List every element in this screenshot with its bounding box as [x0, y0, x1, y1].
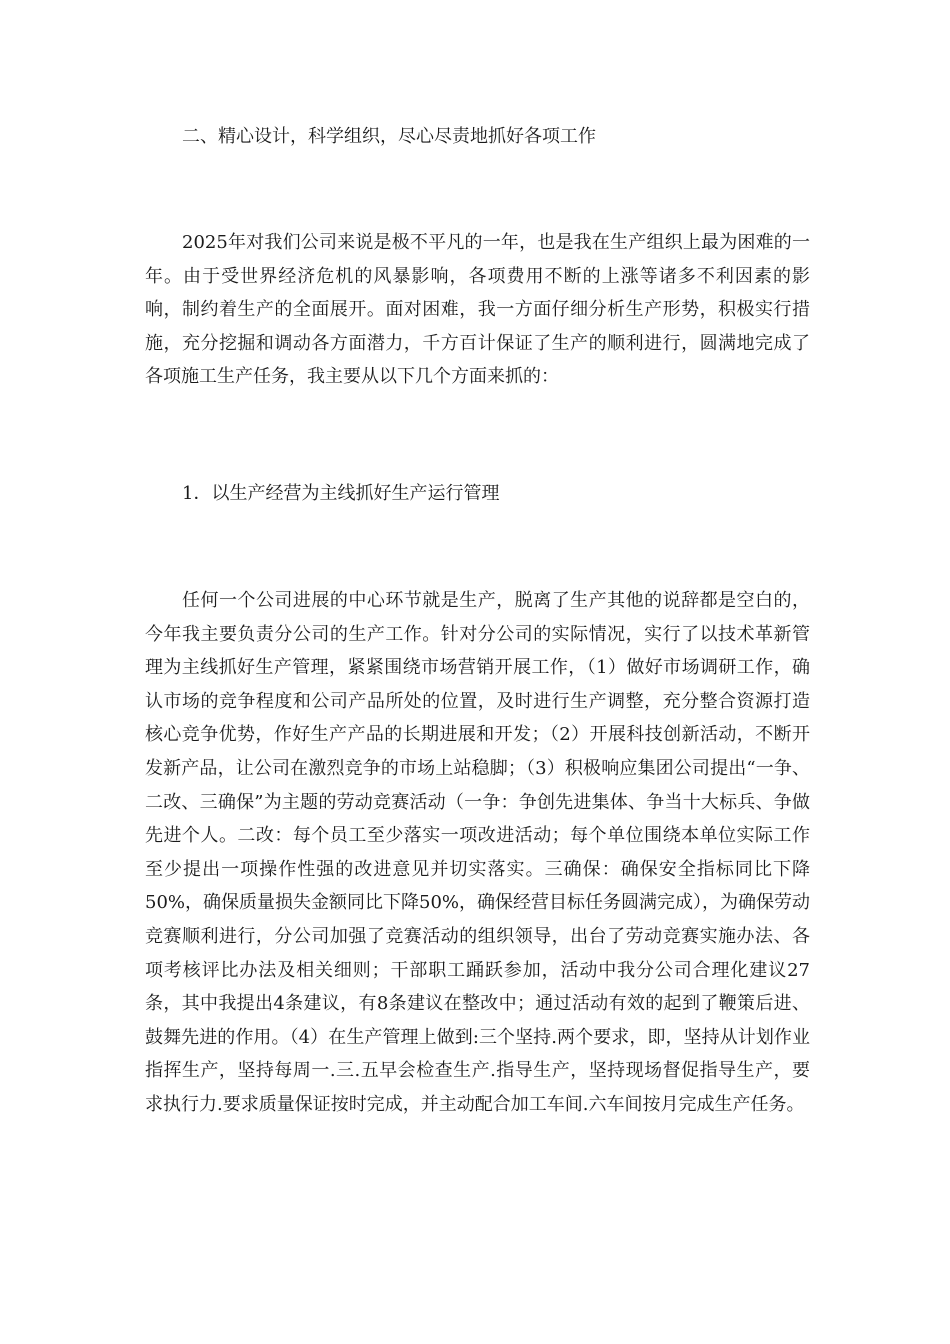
intro-paragraph: 2025年对我们公司来说是极不平凡的一年，也是我在生产组织上最为困难的一年。由于受世界经济危机的风暴影响，各项费用不断的上涨等诸多不利因素的影响，制约着生产的全面展开。面对困难，我一方面仔细分析生产形势，积极实行措施，充分挖掘和调动各方面潜力，千方百计保证了生产的顺利进行，圆满地完成了各项施工生产任务，我主要从以下几个方面来抓的： [145, 232, 810, 388]
section-heading: 二、精心设计，科学组织，尽心尽责地抓好各项工作 [182, 126, 596, 147]
subheading-production-management: 1．以生产经营为主线抓好生产运行管理 [182, 483, 500, 504]
body-paragraph: 任何一个公司进展的中心环节就是生产，脱离了生产其他的说辞都是空白的，今年我主要负责分公司的生产工作。针对分公司的实际情况，实行了以技术革新管理为主线抓好生产管理，紧紧围绕市场营销开展工作，（1）做好市场调研工作，确认市场的竞争程度和公司产品所处的位置，及时进行生产调整，充分整合资源打造核心竞争优势，作好生产产品的长期进展和开发；（2）开展科技创新活动，不断开发新产品，让公司在激烈竞争的市场上站稳脚；（3）积极响应集团公司提出“一争、二改、三确保”为主题的劳动竞赛活动（一争：争创先进集体、争当十大标兵、争做先进个人。二改：每个员工至少落实一项改进活动；每个单位围绕本单位实际工作至少提出一项操作性强的改进意见并切实落实。三确保：确保安全指标同比下降50%，确保质量损失金额同比下降50%，确保经营目标任务圆满完成），为确保劳动竞赛顺利进行，分公司加强了竞赛活动的组织领导，出台了劳动竞赛实施办法、各项考核评比办法及相关细则；干部职工踊跃参加，活动中我分公司合理化建议27条，其中我提出4条建议，有8条建议在整改中；通过活动有效的起到了鞭策后进、鼓舞先进的作用。（4）在生产管理上做到:三个坚持.两个要求，即，坚持从计划作业指挥生产，坚持每周一.三.五早会检查生产.指导生产，坚持现场督促指导生产，要求执行力.要求质量保证按时完成，并主动配合加工车间.六车间按月完成生产任务。 [145, 590, 811, 1115]
